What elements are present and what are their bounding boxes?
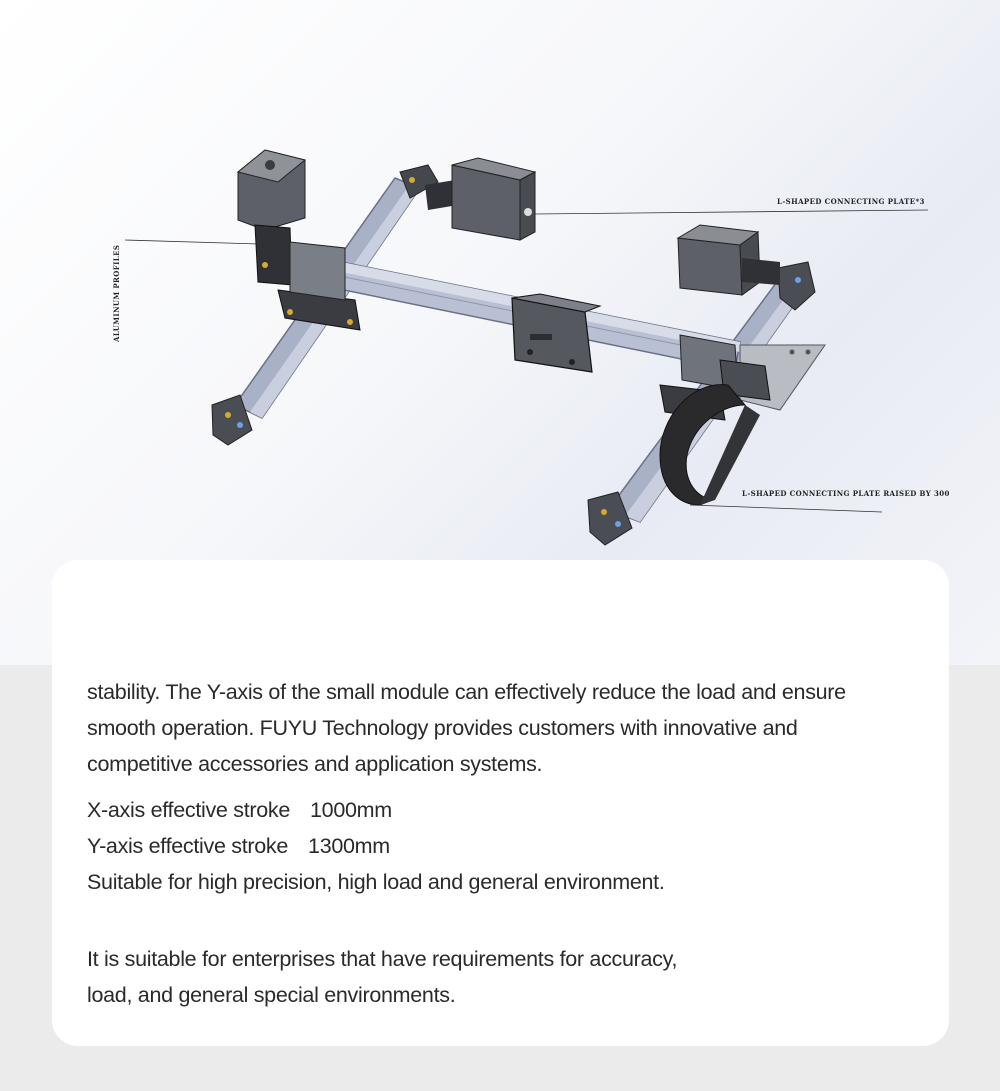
spec-y-stroke	[87, 828, 927, 864]
spec-label: Y-axis effective stroke	[87, 834, 289, 858]
intro-paragraph	[87, 674, 927, 782]
spec-value: 1000mm	[310, 798, 392, 822]
intro-line: stability. The Y-axis of the small module can effectively reduce the load and ensure	[87, 680, 846, 704]
spec-label: X-axis effective stroke	[87, 798, 291, 822]
callout-l-plate-raised: L-SHAPED CONNECTING PLATE RAISED BY 300	[742, 489, 950, 498]
intro-line: smooth operation. FUYU Technology provides customers with innovative and	[87, 716, 798, 740]
rear-motor	[425, 158, 535, 240]
callout-aluminum-profiles: ALUMINUM PROFILES	[112, 244, 121, 342]
closing-paragraph	[87, 941, 927, 1013]
spec-list	[87, 792, 927, 900]
spec-x-stroke	[87, 792, 927, 828]
spec-environment: Suitable for high precision, high load and general environment.	[87, 870, 665, 894]
closing-line: It is suitable for enterprises that have requirements for accuracy,	[87, 947, 678, 971]
right-motor	[678, 225, 780, 295]
closing-line: load, and general special environments.	[87, 983, 456, 1007]
spec-value: 1300mm	[308, 834, 390, 858]
callout-l-shaped-plate: L-SHAPED CONNECTING PLATE*3	[777, 197, 925, 206]
center-carriage	[512, 294, 600, 372]
intro-line: competitive accessories and application systems.	[87, 752, 543, 776]
